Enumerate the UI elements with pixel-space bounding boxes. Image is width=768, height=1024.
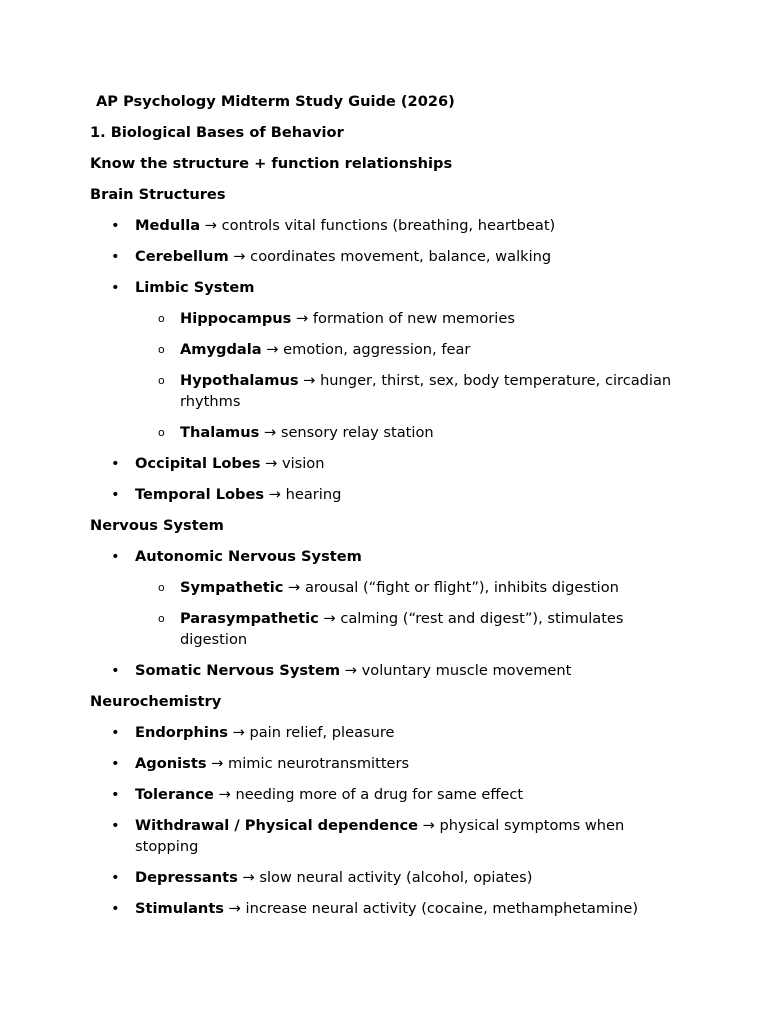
description: voluntary muscle movement (361, 662, 572, 679)
term: Sympathetic (180, 579, 284, 596)
list-item-temporal-lobes (90, 484, 680, 505)
description: hearing (285, 486, 342, 503)
list-item-occipital-lobes (90, 453, 680, 474)
term: Agonists (135, 755, 207, 772)
list-item-endorphins (90, 722, 680, 743)
term: Occipital Lobes (135, 455, 261, 472)
arrow: → (237, 869, 260, 886)
arrow: → (261, 341, 284, 358)
description: mimic neurotransmitters (228, 755, 410, 772)
sub-bullet-marker: o (158, 374, 165, 387)
list-item-autonomic-nervous-system (90, 546, 680, 567)
list-item-withdrawal (90, 815, 680, 857)
sublist-item-amygdala (90, 339, 680, 360)
bullet-marker: • (111, 724, 120, 741)
arrow: → (259, 424, 281, 441)
arrow: → (206, 755, 229, 772)
description: pain relief, pleasure (249, 724, 395, 741)
description: formation of new memories (312, 310, 515, 327)
sub-bullet-marker: o (158, 581, 165, 594)
list-item-tolerance (90, 784, 680, 805)
description: needing more of a drug for same effect (235, 786, 524, 803)
term: Endorphins (135, 724, 228, 741)
description: slow neural activity (alcohol, opiates) (259, 869, 533, 886)
bullet-marker: • (111, 217, 120, 234)
description: hunger, thirst, sex, body temperature, circadian rhythms (180, 372, 672, 410)
list-item-cerebellum (90, 246, 680, 267)
section-heading: 1. Biological Bases of Behavior (90, 124, 344, 141)
description: emotion, aggression, fear (283, 341, 471, 358)
term: Parasympathetic (180, 610, 319, 627)
term: Cerebellum (135, 248, 229, 265)
bullet-marker: • (111, 279, 120, 296)
bullet-marker: • (111, 662, 120, 679)
list-item-depressants (90, 867, 680, 888)
term: Somatic Nervous System (135, 662, 341, 679)
description: calming (“rest and digest”), stimulates digestion (180, 610, 624, 648)
brain-structures-heading: Brain Structures (90, 186, 226, 203)
description: arousal (“fight or flight”), inhibits digestion (304, 579, 619, 596)
bullet-marker: • (111, 548, 120, 565)
sub-bullet-marker: o (158, 426, 165, 439)
section-subtitle: Know the structure + function relationships (90, 155, 453, 172)
arrow: → (418, 817, 440, 834)
description: increase neural activity (cocaine, methamphetamine) (245, 900, 639, 917)
bullet-marker: • (111, 248, 120, 265)
term: Hypothalamus (180, 372, 299, 389)
arrow: → (227, 724, 250, 741)
document-body (90, 91, 680, 929)
bullet-marker: • (111, 786, 120, 803)
arrow: → (298, 372, 321, 389)
term: Medulla (135, 217, 201, 234)
sublist-item-parasympathetic (90, 608, 680, 650)
description: physical symptoms when stopping (135, 817, 625, 855)
bullet-marker: • (111, 455, 120, 472)
arrow: → (200, 217, 222, 234)
term: Thalamus (180, 424, 260, 441)
document-title: AP Psychology Midterm Study Guide (2026) (96, 93, 455, 110)
arrow: → (260, 455, 282, 472)
arrow: → (283, 579, 305, 596)
list-item-stimulants (90, 898, 680, 919)
bullet-marker: • (111, 486, 120, 503)
arrow: → (213, 786, 236, 803)
neurochemistry-heading: Neurochemistry (90, 693, 222, 710)
description: controls vital functions (breathing, heartbeat) (221, 217, 556, 234)
arrow: → (291, 310, 313, 327)
term: Withdrawal / Physical dependence (135, 817, 419, 834)
arrow: → (340, 662, 362, 679)
arrow: → (264, 486, 286, 503)
term: Stimulants (135, 900, 224, 917)
term: Hippocampus (180, 310, 292, 327)
bullet-marker: • (111, 817, 120, 834)
sublist-item-hippocampus (90, 308, 680, 329)
bullet-marker: • (111, 900, 120, 917)
term: Depressants (135, 869, 238, 886)
arrow: → (224, 900, 246, 917)
list-item-limbic-system (90, 277, 680, 298)
sub-bullet-marker: o (158, 312, 165, 325)
term: Limbic System (135, 279, 255, 296)
sublist-item-thalamus (90, 422, 680, 443)
sublist-item-sympathetic (90, 577, 680, 598)
description: sensory relay station (280, 424, 434, 441)
bullet-marker: • (111, 755, 120, 772)
term: Autonomic Nervous System (135, 548, 362, 565)
nervous-system-heading: Nervous System (90, 517, 224, 534)
list-item-agonists (90, 753, 680, 774)
list-item-medulla (90, 215, 680, 236)
arrow: → (228, 248, 251, 265)
bullet-marker: • (111, 869, 120, 886)
description: coordinates movement, balance, walking (250, 248, 552, 265)
sub-bullet-marker: o (158, 343, 165, 356)
term: Amygdala (180, 341, 262, 358)
sublist-item-hypothalamus (90, 370, 680, 412)
term: Temporal Lobes (135, 486, 265, 503)
sub-bullet-marker: o (158, 612, 165, 625)
term: Tolerance (135, 786, 214, 803)
arrow: → (318, 610, 341, 627)
list-item-somatic-nervous-system (90, 660, 680, 681)
description: vision (281, 455, 325, 472)
